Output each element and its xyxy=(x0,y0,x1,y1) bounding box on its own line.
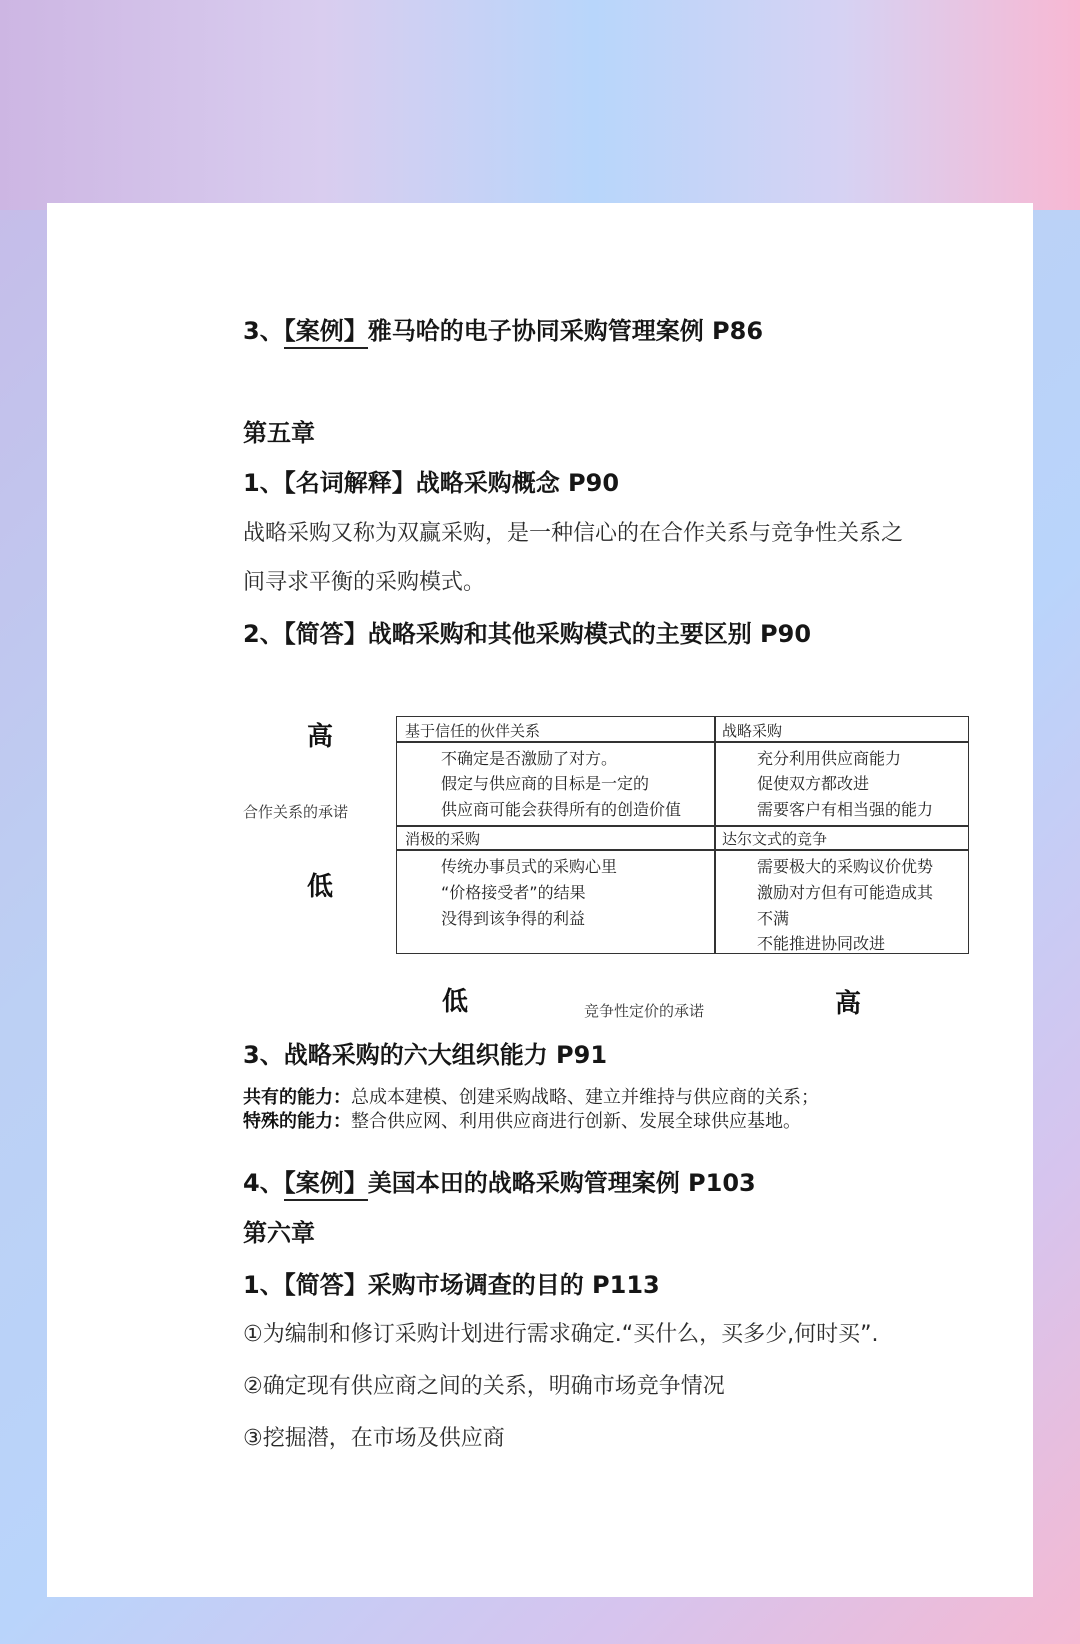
cell-line: 充分利用供应商能力 xyxy=(757,749,902,768)
common-capabilities-label: 共有的能力： xyxy=(243,1087,351,1108)
cell-line: “价格接受者”的结果 xyxy=(441,883,586,902)
cell-line: 需要极大的采购议价优势 xyxy=(757,857,934,876)
heading-tag-underlined: 【案例】 xyxy=(284,1169,368,1201)
y-axis-low: 低 xyxy=(307,872,334,902)
heading-tag-underlined: 【案例】 xyxy=(284,317,368,349)
y-axis-high: 高 xyxy=(307,722,334,752)
cell-line: 不满 xyxy=(757,909,790,928)
ch6-question-1: 1、【简答】采购市场调查的目的 P113 xyxy=(243,1271,660,1299)
cell-line: 促使双方都改进 xyxy=(757,774,870,793)
cell-line: 不能推进协同改进 xyxy=(757,934,886,953)
y-axis-label: 合作关系的承诺 xyxy=(243,803,349,821)
strategy-matrix xyxy=(396,716,969,954)
x-axis-low: 低 xyxy=(442,987,469,1017)
cell-line: 假定与供应商的目标是一定的 xyxy=(441,774,650,793)
ch5-question-3: 3、战略采购的六大组织能力 P91 xyxy=(243,1041,608,1069)
common-capabilities xyxy=(243,1083,819,1109)
cell-title-darwinian-competition: 达尔文式的竞争 xyxy=(722,830,828,848)
common-capabilities-text: 总成本建模、创建采购战略、建立并维持与供应商的关系； xyxy=(351,1087,819,1108)
cell-line: 供应商可能会获得所有的创造价值 xyxy=(441,800,682,819)
matrix-divider-middle xyxy=(397,825,968,827)
special-capabilities-text: 整合供应网、利用供应商进行创新、发展全球供应基地。 xyxy=(351,1111,801,1132)
matrix-divider-lower xyxy=(397,849,968,851)
chapter-5-title: 第五章 xyxy=(243,419,315,447)
document-page xyxy=(47,203,1033,1597)
x-axis-label: 竞争性定价的承诺 xyxy=(584,1002,705,1020)
x-axis-high: 高 xyxy=(835,989,862,1019)
cell-line: 传统办事员式的采购心里 xyxy=(441,857,618,876)
ch5-q1-answer-line-2: 间寻求平衡的采购模式。 xyxy=(243,570,486,595)
ch6-q1-answer-2: ②确定现有供应商之间的关系，明确市场竞争情况 xyxy=(243,1374,725,1399)
top-gradient-banner xyxy=(0,0,1080,210)
ch5-question-2: 2、【简答】战略采购和其他采购模式的主要区别 P90 xyxy=(243,620,812,648)
case-heading-yamaha xyxy=(243,311,763,346)
cell-line: 不确定是否激励了对方。 xyxy=(441,749,618,768)
cell-line: 没得到该争得的利益 xyxy=(441,909,586,928)
cell-title-strategic-procurement: 战略采购 xyxy=(722,722,783,740)
heading-number: 4、 xyxy=(243,1169,284,1197)
case-heading-honda xyxy=(243,1163,756,1198)
ch5-q1-answer-line-1: 战略采购又称为双赢采购，是一种信心的在合作关系与竞争性关系之 xyxy=(243,521,904,546)
cell-line: 需要客户有相当强的能力 xyxy=(757,800,934,819)
ch6-q1-answer-3: ③挖掘潜，在市场及供应商 xyxy=(243,1426,505,1451)
ch6-q1-answer-1: ①为编制和修订采购计划进行需求确定.“买什么，买多少,何时买”. xyxy=(243,1322,879,1347)
heading-number: 3、 xyxy=(243,317,284,345)
chapter-6-title: 第六章 xyxy=(243,1219,315,1247)
matrix-divider-top xyxy=(397,741,968,743)
cell-title-trust-partnership: 基于信任的伙伴关系 xyxy=(405,722,541,740)
ch5-question-1: 1、【名词解释】战略采购概念 P90 xyxy=(243,469,620,497)
cell-line: 激励对方但有可能造成其 xyxy=(757,883,934,902)
cell-title-passive-procurement: 消极的采购 xyxy=(405,830,481,848)
heading-text: 美国本田的战略采购管理案例 P103 xyxy=(367,1169,756,1197)
special-capabilities-label: 特殊的能力： xyxy=(243,1111,351,1132)
special-capabilities xyxy=(243,1107,801,1133)
heading-text: 雅马哈的电子协同采购管理案例 P86 xyxy=(367,317,764,345)
matrix-vertical-divider xyxy=(714,717,716,953)
